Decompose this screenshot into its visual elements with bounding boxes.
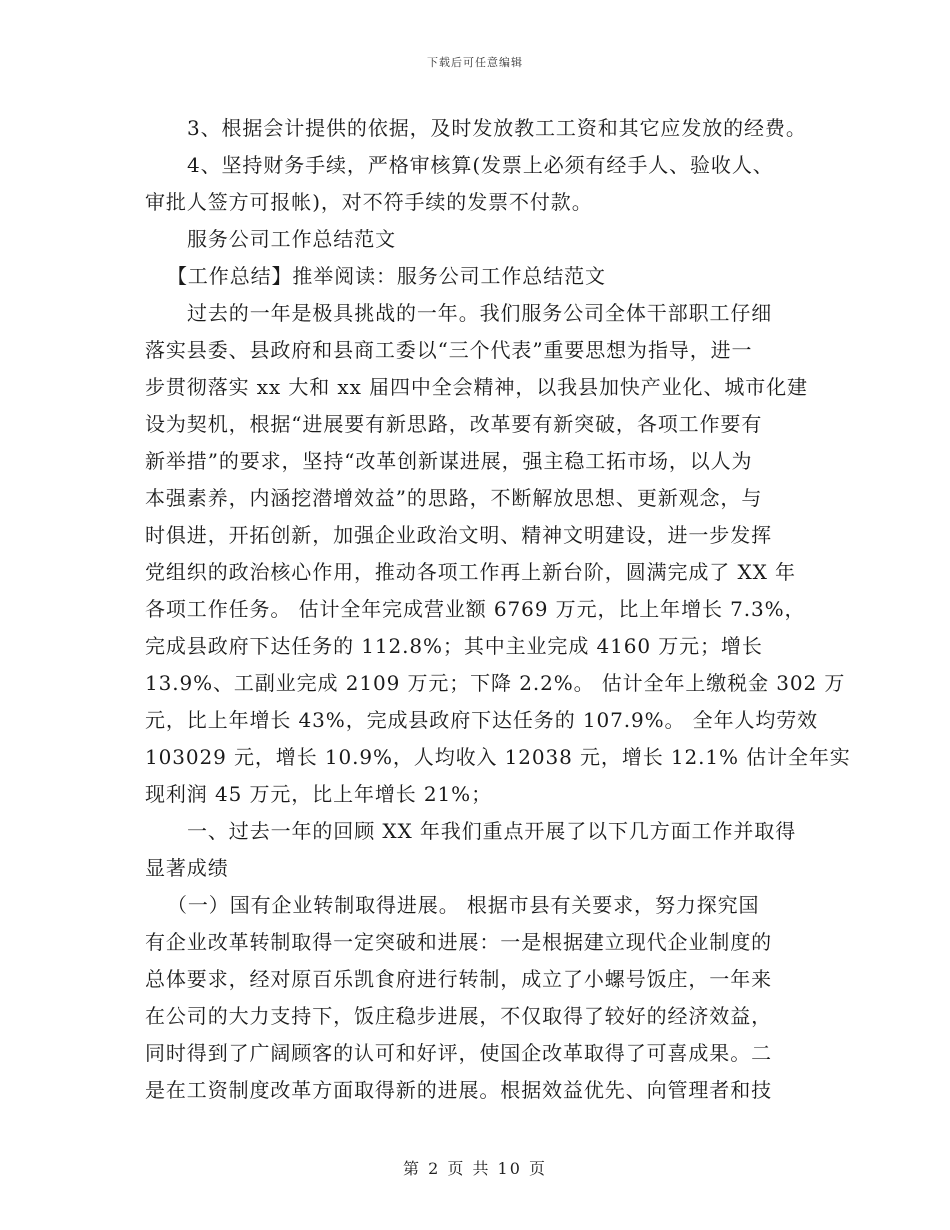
- paragraph-line: 本强素养，内涵挖潜增效益”的思路，不断解放思想、更新观念，与: [145, 486, 763, 510]
- paragraph-line: 各项工作任务。 估计全年完成营业额 6769 万元，比上年增长 7.3%，: [145, 597, 806, 621]
- paragraph-line: 103029 元，增长 10.9%，人均收入 12038 元，增长 12.1% 估计全年实: [145, 745, 851, 769]
- section-heading: 一、过去一年的回顾 XX 年我们重点开展了以下几方面工作并取得: [187, 819, 797, 843]
- paragraph-line: 元，比上年增长 43%，完成县政府下达任务的 107.9%。 全年人均劳效: [145, 708, 819, 732]
- paragraph-line: 13.9%、工副业完成 2109 万元；下降 2.2%。 估计全年上缴税金 302 万: [145, 671, 846, 695]
- paragraph-line: 完成县政府下达任务的 112.8%；其中主业完成 4160 万元；增长: [145, 634, 763, 658]
- paragraph-line: 同时得到了广阔顾客的认可和好评，使国企改革取得了可喜成果。二: [145, 1041, 772, 1065]
- page-header: 下载后可任意编辑: [427, 56, 523, 69]
- section-title: 服务公司工作总结范文: [187, 227, 396, 251]
- document-body: [145, 110, 851, 1109]
- paragraph-line: 审批人签方可报帐)，对不符手续的发票不付款。: [145, 190, 593, 214]
- paragraph-line: 是在工资制度改革方面取得新的进展。根据效益优先、向管理者和技: [145, 1078, 772, 1102]
- paragraph-line: 总体要求，经对原百乐凯食府进行转制，成立了小螺号饭庄，一年来: [145, 967, 772, 991]
- paragraph-line: 4、坚持财务手续，严格审核算(发票上必须有经手人、验收人、: [187, 153, 774, 177]
- paragraph-line: 3、根据会计提供的依据，及时发放教工工资和其它应发放的经费。: [187, 116, 807, 140]
- paragraph-line: 落实县委、县政府和县商工委以“三个代表”重要思想为指导，进一: [145, 338, 753, 362]
- paragraph-line: 有企业改革转制取得一定突破和进展：一是根据建立现代企业制度的: [145, 930, 772, 954]
- paragraph-line: 设为契机，根据“进展要有新思路，改革要有新突破，各项工作要有: [145, 412, 763, 436]
- paragraph-line: 在公司的大力支持下，饭庄稳步进展，不仅取得了较好的经济效益，: [145, 1004, 772, 1028]
- page-footer: 第 2 页 共 10 页: [403, 1159, 547, 1178]
- paragraph-line: 时俱进，开拓创新，加强企业政治文明、精神文明建设，进一步发挥: [145, 523, 772, 547]
- paragraph-line: 现利润 45 万元，比上年增长 21%；: [145, 782, 492, 806]
- paragraph-line: 步贯彻落实 xx 大和 xx 届四中全会精神，以我县加快产业化、城市化建: [145, 375, 808, 399]
- paragraph-line: 显著成绩: [145, 856, 229, 880]
- subsection-line: （一）国有企业转制取得进展。 根据市县有关要求，努力探究国: [167, 893, 760, 917]
- paragraph-line: 党组织的政治核心作用，推动各项工作再上新台阶，圆满完成了 XX 年: [145, 560, 796, 584]
- paragraph-line: 新举措”的要求，坚持“改革创新谋进展，强主稳工拓市场，以人为: [145, 449, 753, 473]
- paragraph-line: 过去的一年是极具挑战的一年。我们服务公司全体干部职工仔细: [187, 301, 773, 325]
- recommend-line: 【工作总结】推举阅读：服务公司工作总结范文: [167, 264, 606, 288]
